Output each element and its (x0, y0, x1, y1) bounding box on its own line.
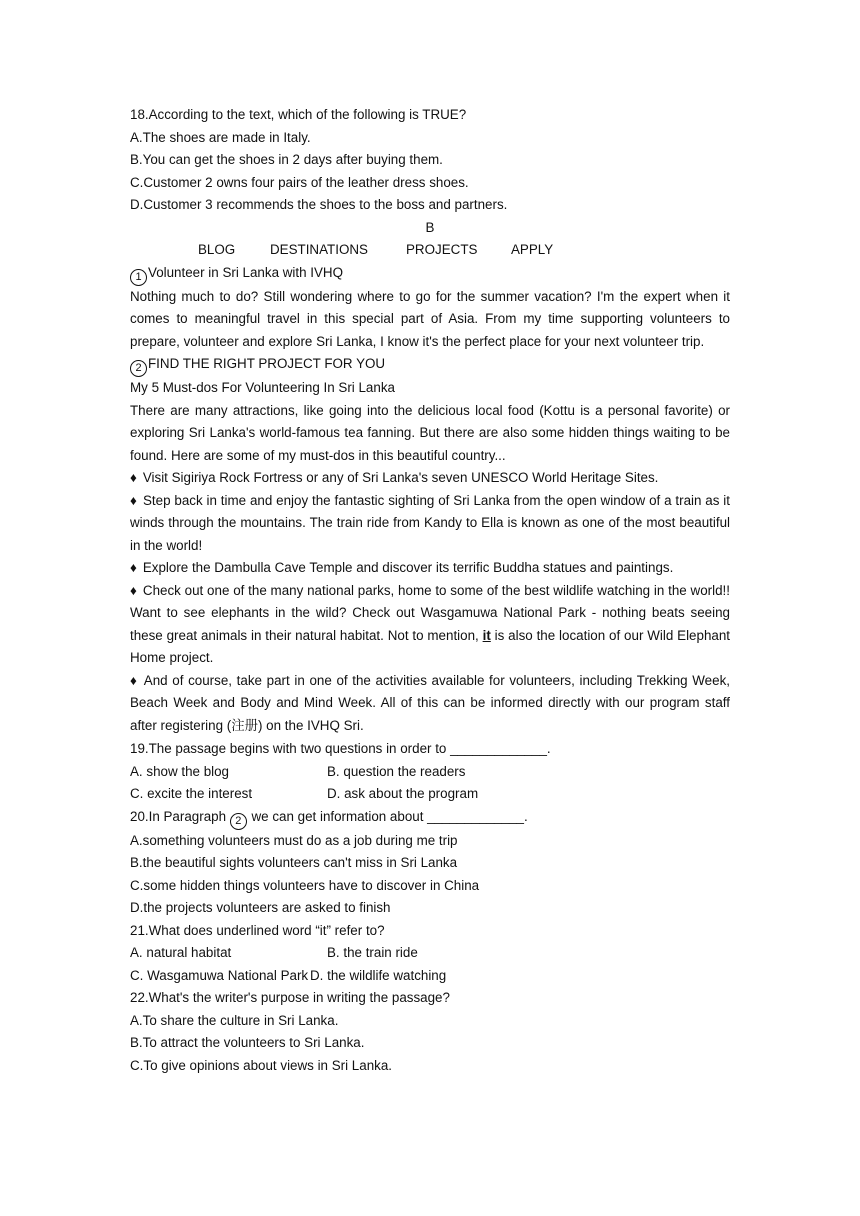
paragraph-1: Nothing much to do? Still wondering where to go for the summer vacation? I'm the expert when it comes to meaningful travel in this special part of Asia. From my time supporting volunteers to prepare, volunteer and explore Sri Lanka, I know it's the perfect place for your next volunteer trip. (130, 288, 730, 349)
document-content (130, 104, 730, 1077)
diamond-bullet-icon: ♦ (130, 582, 137, 598)
question-22-option-b: B.To attract the volunteers to Sri Lanka. (130, 1035, 365, 1050)
bullet-2-text: Step back in time and enjoy the fantastic sighting of Sri Lanka from the open window of a train as it winds through the mountains. The train ride from Kandy to Ella is known as one of the most beautiful in the world! (130, 492, 730, 553)
bullet-5-text-before: And of course, take part in one of the activities available for volunteers, including Trekking Week, Beach Week and Body and Mind Week. All of this can be informed directly with our program staff after registering ( (130, 672, 730, 733)
question-21-option-b: B. the train ride (327, 945, 418, 960)
heading-1 (130, 262, 730, 286)
intro-paragraph: There are many attractions, like going into the delicious local food (Kottu is a personal favorite) or exploring Sri Lanka's world-famous tea fanning. But there are also some hidden things waiting to be found. Here are some of my must-dos in this beautiful country... (130, 402, 730, 463)
bullet-2 (130, 490, 730, 558)
bullet-5 (130, 670, 730, 739)
nav-apply: APPLY (511, 242, 554, 257)
nav-projects: PROJECTS (406, 242, 478, 257)
question-22-option-c: C.To give opinions about views in Sri Lanka. (130, 1057, 393, 1073)
question-21-options-row-2 (130, 965, 730, 988)
nav-destinations: DESTINATIONS (270, 242, 368, 257)
bullet-4-text-before: Check out one of the many national parks, home to some of the best wildlife watching in the world!! Want to see elephants in the wild? Check out Wasgamuwa National Park - nothing beats seeing these great animals in their natural habitat. Not to mention, (130, 582, 730, 643)
question-19-options-row-1 (130, 761, 730, 784)
question-21-option-c: C. Wasgamuwa National Park (130, 967, 309, 983)
site-nav (130, 239, 730, 262)
question-18-option-c: C.Customer 2 owns four pairs of the leather dress shoes. (130, 174, 469, 190)
question-22-stem: 22.What's the writer's purpose in writing the passage? (130, 990, 450, 1005)
question-18-option-a: A.The shoes are made in Italy. (130, 129, 311, 145)
bullet-1 (130, 467, 730, 490)
question-18-option-b: B.You can get the shoes in 2 days after buying them. (130, 152, 443, 167)
question-19-option-a: A. show the blog (130, 763, 230, 779)
question-20-stem-after: we can get information about _____________. (247, 808, 528, 824)
heading-2 (130, 353, 730, 377)
bullet-3-text: Explore the Dambulla Cave Temple and discover its terrific Buddha statues and paintings. (142, 560, 674, 575)
question-18-option-d: D.Customer 3 recommends the shoes to the boss and partners. (130, 197, 508, 212)
question-22-option-a: A.To share the culture in Sri Lanka. (130, 1012, 339, 1028)
diamond-bullet-icon: ♦ (130, 492, 137, 508)
diamond-bullet-icon: ♦ (130, 560, 137, 575)
question-21-option-d: D. the wildlife watching (310, 967, 447, 983)
heading-2-text: FIND THE RIGHT PROJECT FOR YOU (148, 356, 386, 371)
diamond-bullet-icon: ♦ (130, 470, 137, 485)
question-20-option-c: C.some hidden things volunteers have to discover in China (130, 877, 480, 893)
bullet-4-text-after: is also the location of our Wild Elephant Home project. (130, 627, 731, 665)
question-19-options-row-2 (130, 783, 730, 806)
chinese-gloss: 注册 (231, 718, 258, 734)
question-19-option-b: B. question the readers (327, 763, 466, 779)
question-20-stem (130, 806, 730, 830)
section-label: B (425, 219, 435, 235)
bullet-5-text-after: ) on the IVHQ Sri. (258, 717, 364, 733)
circled-number-1: 1 (130, 269, 147, 286)
question-21-stem: 21.What does underlined word “it” refer to? (130, 922, 385, 938)
question-21-option-a: A. natural habitat (130, 945, 232, 960)
bullet-1-text: Visit Sigiriya Rock Fortress or any of Sri Lanka's seven UNESCO World Heritage Sites. (142, 470, 659, 485)
circled-number-2: 2 (130, 360, 147, 377)
nav-blog: BLOG (198, 242, 236, 257)
question-19-option-c: C. excite the interest (130, 786, 253, 801)
question-19-option-d: D. ask about the program (327, 786, 479, 801)
bullet-3 (130, 557, 730, 580)
subheading: My 5 Must-dos For Volunteering In Sri Lanka (130, 380, 395, 395)
heading-1-text: Volunteer in Sri Lanka with IVHQ (148, 264, 344, 280)
circled-number-2: 2 (230, 813, 247, 830)
question-20-stem-before: 20.In Paragraph (130, 808, 230, 824)
question-20-option-a: A.something volunteers must do as a job during me trip (130, 832, 458, 848)
underlined-word-it: it (482, 627, 491, 643)
question-19-stem: 19.The passage begins with two questions in order to _____________. (130, 741, 551, 756)
question-20-option-d: D.the projects volunteers are asked to finish (130, 900, 391, 915)
bullet-4 (130, 580, 730, 670)
question-20-option-b: B.the beautiful sights volunteers can't miss in Sri Lanka (130, 855, 458, 870)
diamond-bullet-icon: ♦ (130, 672, 138, 688)
question-18-stem: 18.According to the text, which of the following is TRUE? (130, 107, 467, 122)
question-21-options-row-1 (130, 942, 730, 965)
